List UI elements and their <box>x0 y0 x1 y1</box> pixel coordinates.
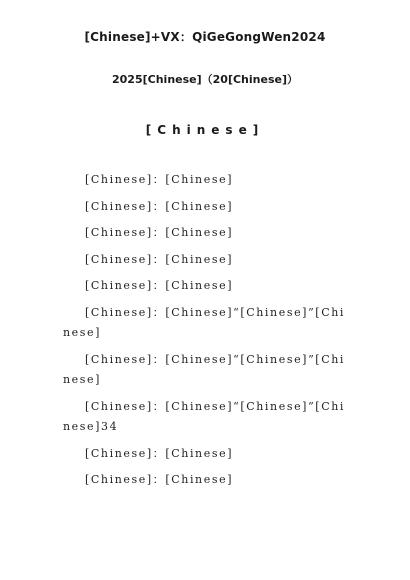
toc-item-shandong[interactable]: [Chinese]：[Chinese] <box>85 252 234 266</box>
promo-header: [Chinese]+VX：QiGeGongWen2024 <box>84 30 326 44</box>
document-title: 2025[Chinese]（20[Chinese]） <box>112 73 298 86</box>
toc-item-guizhou[interactable]: [Chinese]：[Chinese] <box>85 446 234 460</box>
toc-item-anhui[interactable]: [Chinese]：[Chinese] <box>85 226 234 239</box>
toc-item-hainan[interactable]: [Chinese]：[Chinese] <box>85 199 234 213</box>
toc-item-hebei[interactable]: [Chinese]：[Chinese] <box>85 473 234 486</box>
toc-item-guangdong[interactable]: [Chinese]：[Chinese] <box>85 173 234 186</box>
toc-list <box>63 170 353 497</box>
toc-item-jiangsu[interactable]: [Chinese]：[Chinese]“[Chinese]”[Chinese] <box>63 352 346 386</box>
toc-item-fujian[interactable]: [Chinese]：[Chinese] <box>85 279 234 292</box>
toc-item-gansu[interactable]: [Chinese]：[Chinese]“[Chinese]”[Chinese]34 <box>63 399 346 433</box>
toc-heading: [Chinese] <box>145 123 265 137</box>
toc-item-zhejiang[interactable]: [Chinese]：[Chinese]“[Chinese]”[Chinese] <box>63 305 346 339</box>
